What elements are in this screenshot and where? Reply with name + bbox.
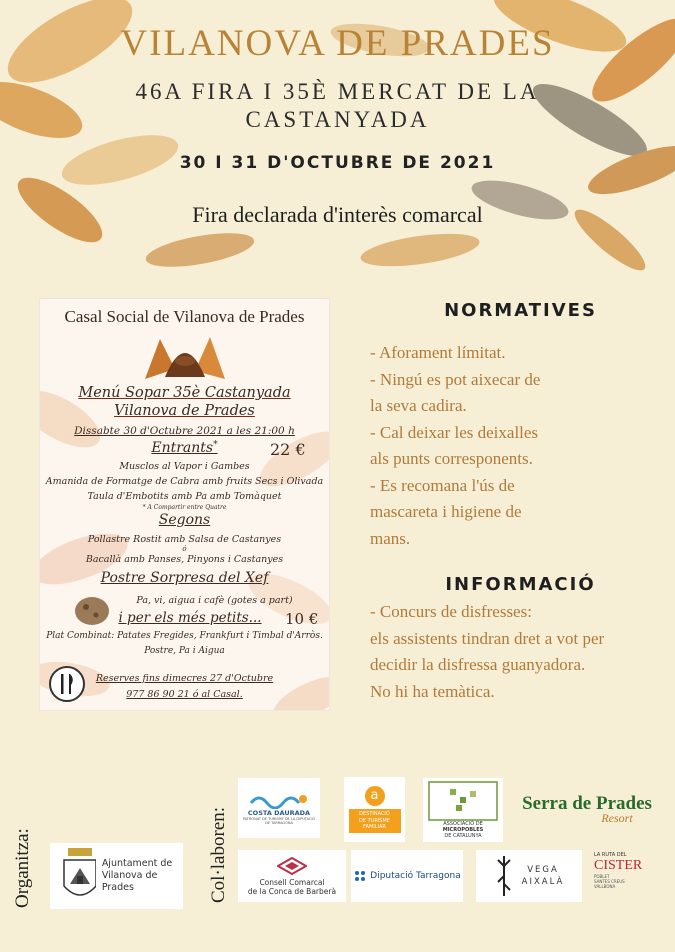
entrant-item: Taula d'Embotits amb Pa amb Tomàquet [87,491,282,502]
menu-venue: Casal Social de Vilanova de Prades [64,307,305,326]
normative-line: - Cal deixar les deixalles [370,422,539,442]
entrants-label: Entrants [151,440,214,456]
micropobles-line-3: DE CATALUNYA [444,833,482,839]
segon-item: Pollastre Rostit amb Salsa de Castanyes [87,534,282,545]
menu-date: Dissabte 30 d'Octubre 2021 a les 21:00 h [74,425,295,437]
normative-line: - Es recomana l'ús de [370,475,515,495]
coat-of-arms-icon [60,846,96,906]
ajuntament-line-1: Ajuntament de [101,858,173,869]
vega-line-1: VEGA [527,865,559,875]
diputacio-logo [351,850,463,902]
ajuntament-line-2: Vilanova de Prades [101,870,158,893]
entrant-item: Amanida de Formatge de Cabra amb fruits Secs i Olivada [45,476,324,487]
segons-label: Segons [158,512,211,528]
entrants-star: * [213,440,218,450]
segon-item: Bacallà amb Panses, Pinyons i Castanyes [85,554,284,565]
ruta-small-label: LA RUTA DEL [594,852,627,858]
info-line: - Concurs de disfresses: [370,602,532,621]
menu-title-1: Menú Sopar 35è Castanyada [78,385,291,401]
resort-label: Resort [601,811,633,825]
serra-de-prades-name: Serra de Prades [522,793,652,814]
costa-daurada-logo [238,778,320,838]
normative-line: - Ningú es pot aixecar de [370,369,541,389]
normatives-list [370,340,670,552]
segon-item: ó [182,545,187,553]
phone-note: 977 86 90 21 ó al Casal. [126,689,243,700]
postre-label: Postre Sorpresa del Xef [100,570,269,586]
kids-dish: Plat Combinat: Patates Fregides, Frankfurt i Timbal d'Arròs. [46,631,323,641]
entrant-item: Musclos al Vapor i Gambes [119,461,250,472]
diputacio-name: Diputació Tarragona [370,871,461,881]
info-line: decidir la disfressa guanyadora. [370,655,586,674]
event-dates: 30 I 31 D'OCTUBRE DE 2021 [179,153,496,173]
organitza-label: Organitza: [12,828,33,908]
costa-daurada-name: COSTA DAURADA [247,809,311,817]
ruta-sub-1: POBLET [594,874,610,879]
share-note: * A Compartir entre Quatre [142,504,227,511]
normative-line: la seva cadira. [370,396,467,415]
diputacio-icon [353,869,367,883]
destinacio-line-3: FAMILIAR [363,824,386,831]
normative-line: mans. [370,528,411,548]
drinks-note: Pa, vi, aigua i cafè (gotes a part) [136,595,293,606]
informacio-heading: INFORMACIÓ [445,574,596,595]
info-line: No hi ha temàtica. [370,681,495,701]
ajuntament-logo [50,843,183,909]
serra-de-prades-logo [517,793,657,826]
chestnut-icon [140,329,230,384]
collaboren-label: Col·laboren: [208,806,229,903]
ruta-sub-3: VALLBONA [594,884,616,889]
micropobles-line-1: ASSOCIACIÓ DE [443,821,483,827]
normative-line: als punts corresponents. [370,449,533,468]
declared-interest: Fira declarada d'interès comarcal [192,202,483,227]
micropobles-line-2: MICROPOBLES [442,827,484,833]
kids-label: i per els més petits... [118,610,262,626]
micropobles-logo [423,778,503,842]
vine-icon [494,854,514,898]
costa-daurada-sub: PATRONAT DE TURISME DE LA DIPUTACIÓ DE TARRAGONA [242,817,316,825]
subtitle-line-1: 46A FIRA I 35È MERCAT DE LA [135,79,540,104]
dinner-menu-poster [40,299,329,710]
destinacio-line-2: DE TURISME [359,817,390,824]
event-subtitle [60,78,615,134]
info-line: els assistents tindran dret a vot per [370,628,605,648]
normative-line: - Aforament límitat. [370,343,506,362]
page-title: VILANOVA DE PRADES [120,23,555,64]
destinacio-line-1: DESTINACIÓ [359,811,390,818]
consell-line-2: de la Conca de Barberà [247,886,337,896]
wave-icon [249,791,309,809]
menu-price: 22 € [270,440,306,459]
vega-line-2: AIXALÀ [521,877,565,887]
kids-price: 10 € [285,610,319,628]
ruta-sub-2: SANTES CREUS [594,879,625,884]
normatives-heading: NORMATIVES [444,300,597,321]
destinacio-badge-icon: a [365,786,385,806]
vega-aixala-logo [476,850,582,902]
informacio-list [370,599,670,705]
cister-name: CISTER [594,858,643,873]
normative-line: mascareta i higiene de [370,502,522,521]
micropobles-icon [428,781,498,821]
consell-comarcal-logo [238,850,346,902]
consell-icon [277,857,307,875]
reservations-note: Reserves fins dimecres 27 d'Octubre [95,673,274,684]
consell-line-1: Consell Comarcal [259,877,325,887]
menu-title-2: Vilanova de Prades [114,403,255,419]
ruta-cister-logo [594,852,664,889]
subtitle-line-2: CASTANYADA [245,107,430,132]
kids-dessert: Postre, Pa i Aigua [144,646,225,656]
destinacio-familiar-logo [344,777,405,842]
